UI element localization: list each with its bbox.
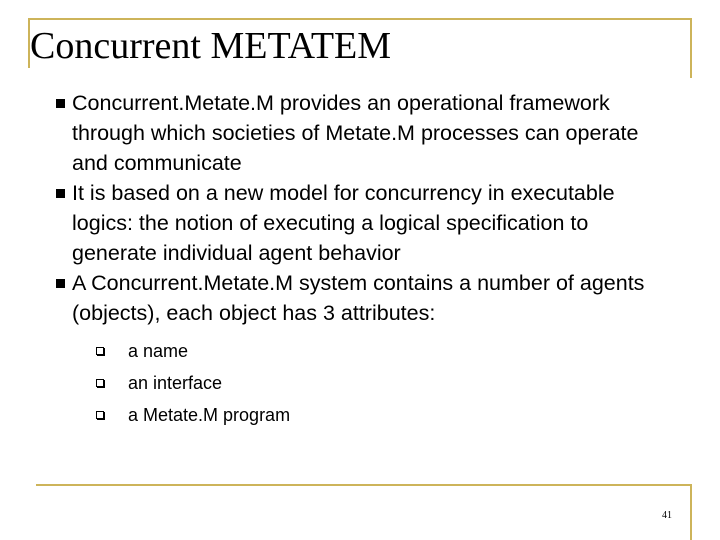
square-bullet-icon: [56, 99, 65, 108]
frame-line-top: [28, 18, 692, 20]
slide-title: Concurrent METATEM: [30, 24, 395, 68]
bullet-text: It is based on a new model for concurrency in executable logics: the notion of executing a logical specification to generate individual agent behavior: [72, 181, 615, 265]
sub-bullet-item: [96, 399, 678, 431]
hollow-square-bullet-icon: [96, 379, 104, 387]
bullet-item: [38, 88, 678, 178]
sub-bullet-text: a Metate.M program: [128, 405, 291, 425]
bullet-text: A Concurrent.Metate.M system contains a number of agents (objects), each object has 3 attributes:: [72, 271, 645, 325]
sub-bullet-item: [96, 335, 678, 367]
sub-bullet-list: [72, 335, 678, 431]
frame-line-bottom: [36, 484, 690, 486]
sub-bullet-item: [96, 367, 678, 399]
sub-bullet-text: an interface: [128, 373, 223, 393]
square-bullet-icon: [56, 279, 65, 288]
sub-bullet-text: a name: [128, 341, 189, 361]
bullet-item: [38, 268, 678, 431]
square-bullet-icon: [56, 189, 65, 198]
frame-line-bottom-right: [690, 484, 692, 540]
hollow-square-bullet-icon: [96, 411, 104, 419]
page-number: 41: [662, 510, 672, 521]
frame-line-top-right: [690, 18, 692, 78]
bullet-item: [38, 178, 678, 268]
bullet-text: Concurrent.Metate.M provides an operational framework through which societies of Metate.M processes can operate and communicate: [72, 91, 639, 175]
bullet-list: [38, 88, 678, 431]
hollow-square-bullet-icon: [96, 347, 104, 355]
